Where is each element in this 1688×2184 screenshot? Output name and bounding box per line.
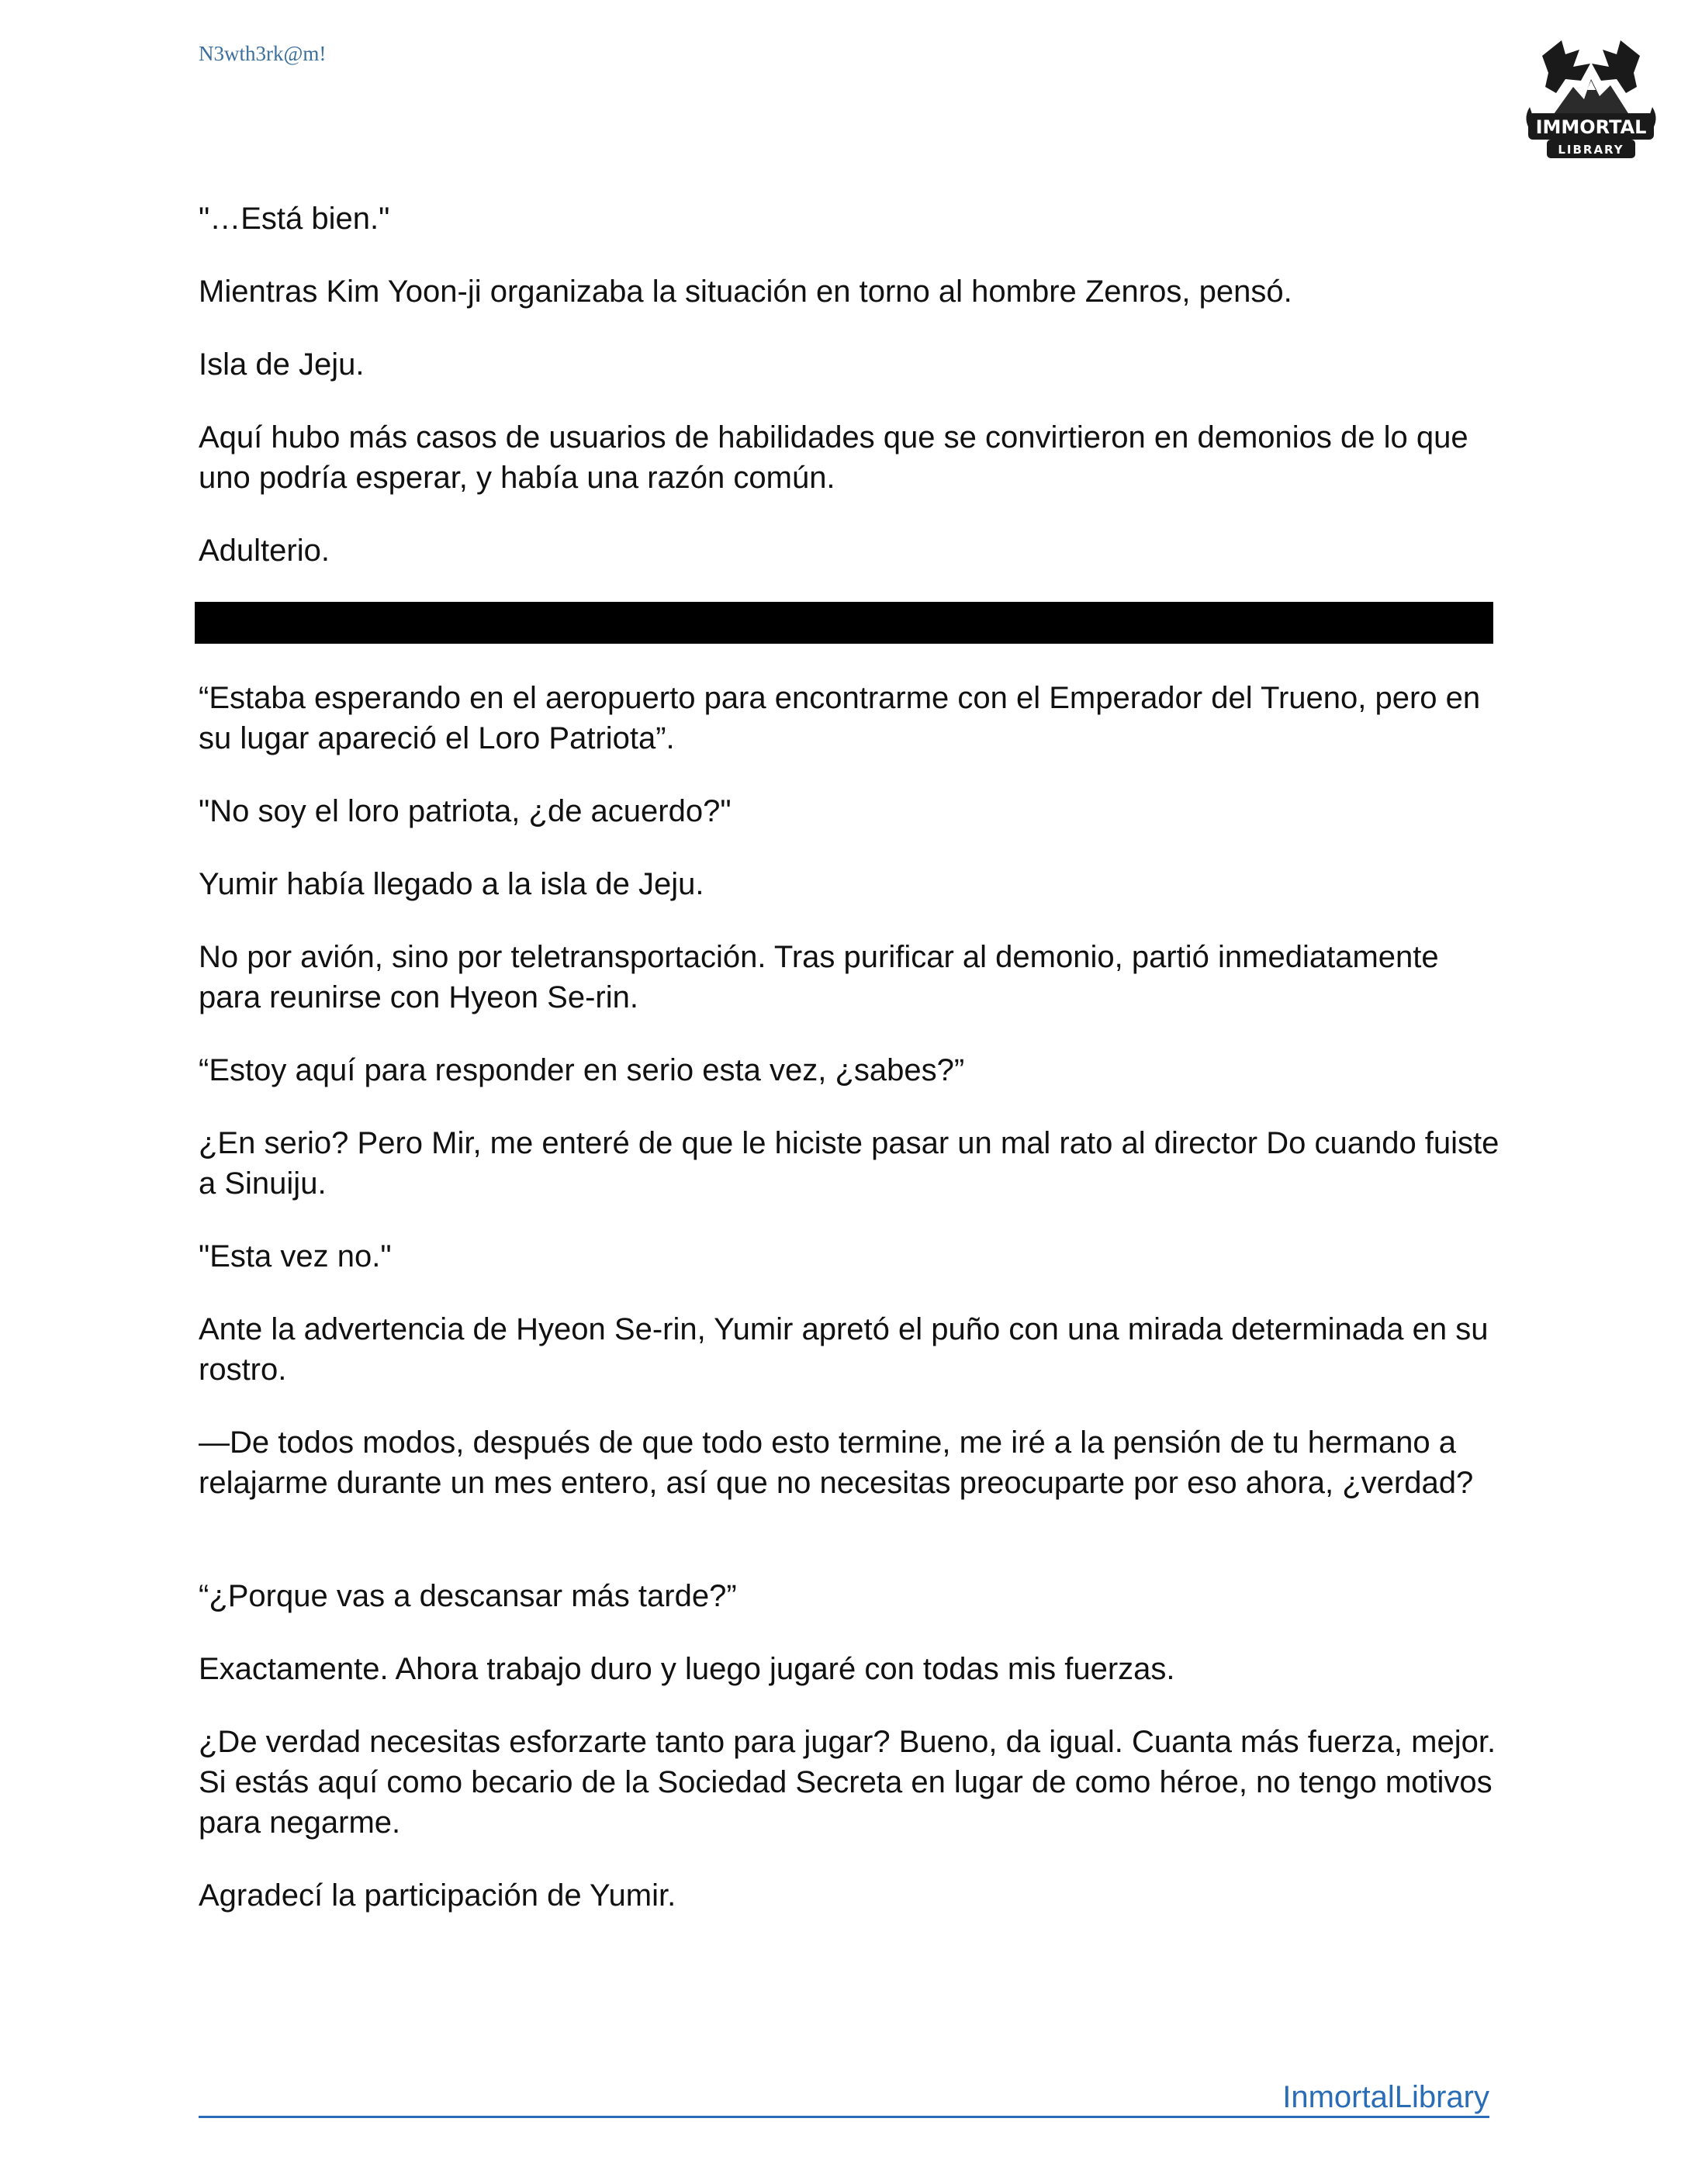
paragraph-11: ¿En serio? Pero Mir, me enteré de que le hiciste pasar un mal rato al director Do cuando fuiste a Sinuiju. — [199, 1126, 1499, 1201]
paragraph-7: "No soy el loro patriota, ¿de acuerdo?" — [199, 794, 732, 828]
paragraph-15: “¿Porque vas a descansar más tarde?” — [199, 1579, 737, 1613]
paragraph-6: “Estaba esperando en el aeropuerto para encontrarme con el Emperador del Trueno, pero en su lugar apareció el Loro Patriota”. — [199, 681, 1481, 755]
paragraph-10: “Estoy aquí para responder en serio esta vez, ¿sabes?” — [199, 1053, 965, 1087]
paragraph-17: ¿De verdad necesitas esforzarte tanto para jugar? Bueno, da igual. Cuanta más fuerza, mejor. Si estás aquí como becario de la Sociedad Secreta en lugar de como héroe, no tengo motivos para negarme. — [199, 1725, 1496, 1840]
logo-title: IMMORTAL — [1535, 116, 1647, 138]
paragraph-18: Agradecí la participación de Yumir. — [199, 1878, 676, 1913]
paragraph-1: "…Está bien." — [199, 202, 390, 236]
paragraph-9: No por avión, sino por teletransportación. Tras purificar al demonio, partió inmediatamente para reunirse con Hyeon Se-rin. — [199, 940, 1439, 1014]
paragraph-4: Aquí hubo más casos de usuarios de habilidades que se convirtieron en demonios de lo que uno podría esperar, y había una razón común. — [199, 420, 1468, 495]
paragraph-5: Adulterio. — [199, 534, 330, 568]
paragraph-2: Mientras Kim Yoon-ji organizaba la situación en torno al hombre Zenros, pensó. — [199, 275, 1292, 309]
redaction-bar — [195, 602, 1493, 644]
logo-subtitle: LIBRARY — [1558, 143, 1624, 157]
paragraph-3: Isla de Jeju. — [199, 347, 365, 382]
immortal-library-logo — [1519, 33, 1663, 163]
paragraph-16: Exactamente. Ahora trabajo duro y luego jugaré con todas mis fuerzas. — [199, 1652, 1175, 1686]
paragraph-12: "Esta vez no." — [199, 1239, 392, 1273]
watermark-text: N3wth3rk@m! — [199, 42, 327, 65]
paragraph-14: —De todos modos, después de que todo esto termine, me iré a la pensión de tu hermano a relajarme durante un mes entero, así que no necesitas preocuparte por eso ahora, ¿verdad? — [199, 1425, 1474, 1500]
paragraph-8: Yumir había llegado a la isla de Jeju. — [199, 867, 704, 901]
paragraph-13: Ante la advertencia de Hyeon Se-rin, Yumir apretó el puño con una mirada determinada en su rostro. — [199, 1312, 1489, 1387]
footer-library-link[interactable]: InmortalLibrary — [1282, 2080, 1489, 2114]
footer-divider — [199, 2116, 1489, 2118]
